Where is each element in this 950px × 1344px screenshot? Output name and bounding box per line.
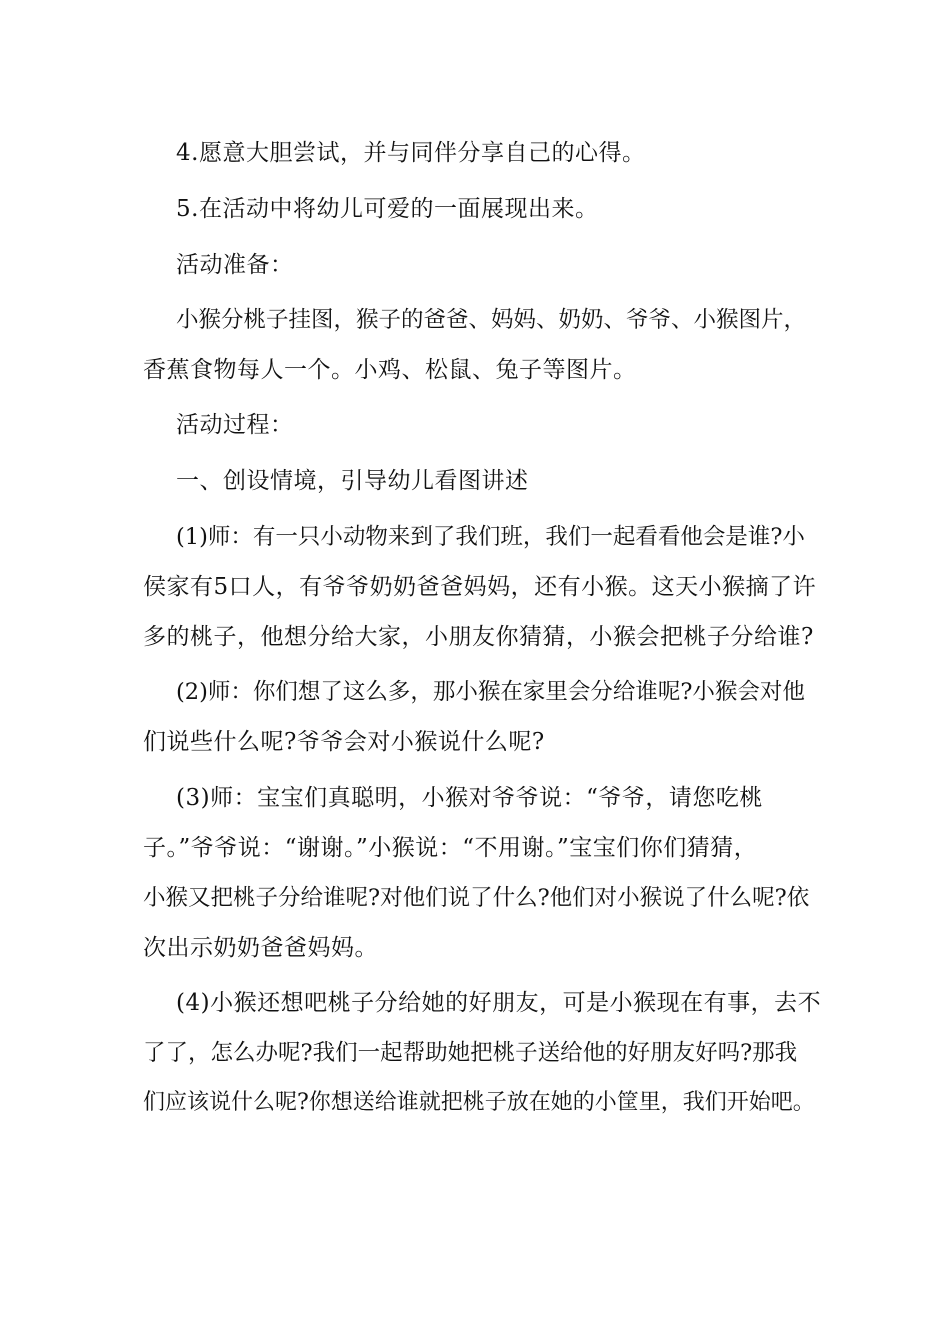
text-line: (4)小猴还想吧桃子分给她的好朋友，可是小猴现在有事，去不: [176, 990, 822, 1016]
text-line: 小猴又把桃子分给谁呢?对他们说了什么?他们对小猴说了什么呢?依: [143, 885, 810, 911]
text-line: 们应该说什么呢?你想送给谁就把桃子放在她的小筐里，我们开始吧。: [143, 1090, 815, 1115]
text-line: 5.在活动中将幼儿可爱的一面展现出来。: [176, 196, 599, 222]
text-line: 次出示奶奶爸爸妈妈。: [143, 935, 378, 961]
section-heading: 一、创设情境，引导幼儿看图讲述: [176, 468, 529, 494]
text-line: 多的桃子，他想分给大家，小朋友你猜猜，小猴会把桃子分给谁?: [143, 624, 814, 650]
text-line: 香蕉食物每人一个。小鸡、松鼠、兔子等图片。: [143, 357, 637, 383]
section-heading: 活动准备：: [176, 252, 294, 278]
text-line: 小猴分桃子挂图，猴子的爸爸、妈妈、奶奶、爷爷、小猴图片，: [176, 307, 807, 333]
text-line: 侯家有5口人，有爷爷奶奶爸爸妈妈，还有小猴。这天小猴摘了许: [143, 574, 817, 600]
section-heading: 活动过程：: [176, 412, 294, 438]
text-line: (3)师：宝宝们真聪明，小猴对爷爷说：“爷爷，请您吃桃: [176, 785, 763, 811]
text-line: 了了，怎么办呢?我们一起帮助她把桃子送给他的好朋友好吗?那我: [143, 1040, 798, 1066]
text-line: (1)师：有一只小动物来到了我们班，我们一起看看他会是谁?小: [176, 524, 805, 550]
text-line: (2)师：你们想了这么多，那小猴在家里会分给谁呢?小猴会对他: [176, 679, 805, 705]
text-line: 子。”爷爷说：“谢谢。”小猴说：“不用谢。”宝宝们你们猜猜，: [143, 835, 758, 861]
text-line: 们说些什么呢?爷爷会对小猴说什么呢?: [143, 729, 545, 755]
text-line: 4.愿意大胆尝试，并与同伴分享自己的心得。: [176, 140, 646, 166]
